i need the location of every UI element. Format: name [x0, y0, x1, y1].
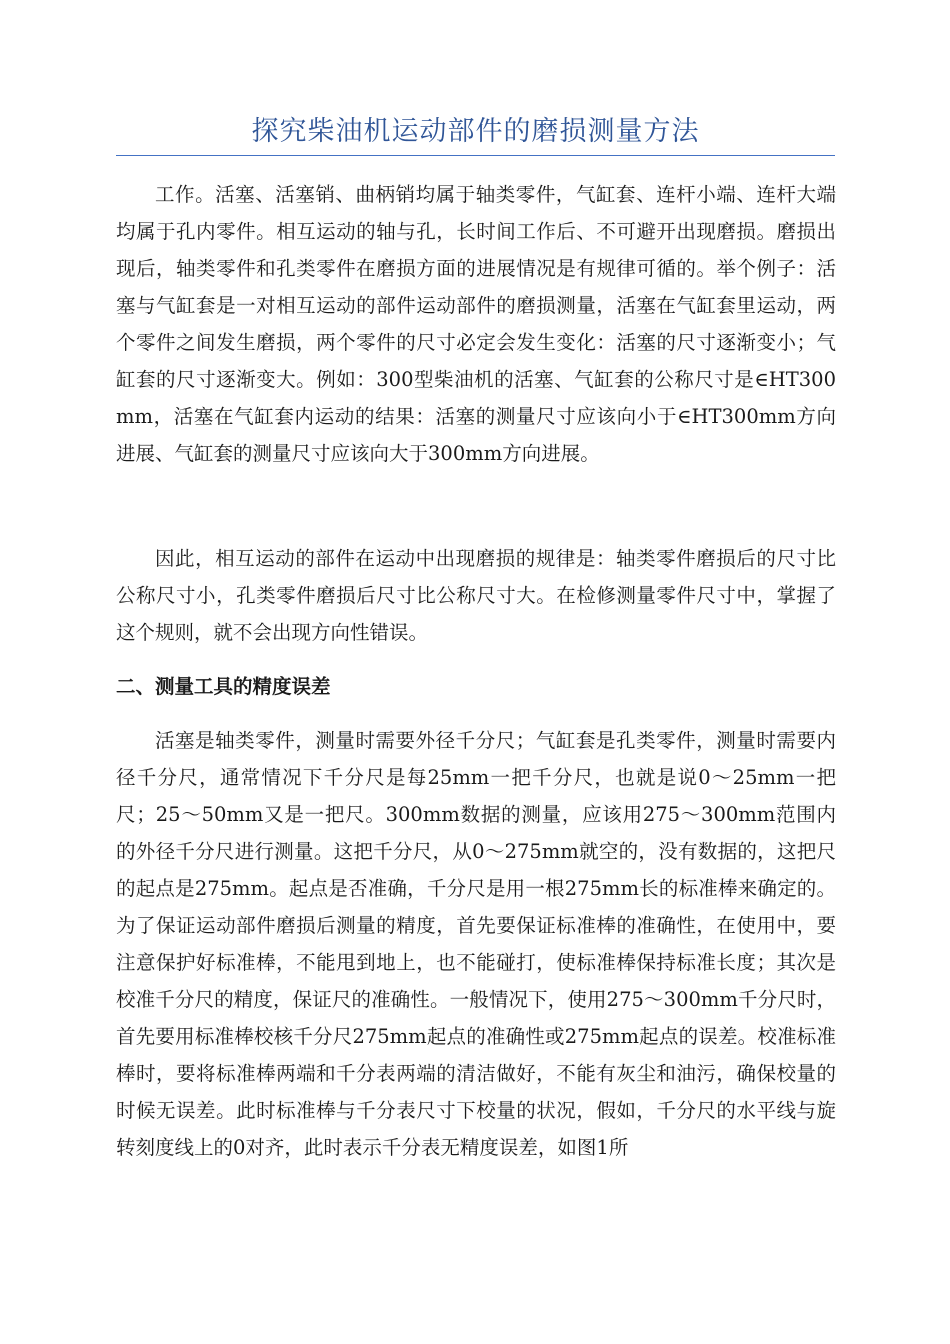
- body-paragraph-1: 工作。活塞、活塞销、曲柄销均属于轴类零件，气缸套、连杆小端、连杆大端均属于孔内零件。相互运动的轴与孔，长时间工作后、不可避开出现磨损。磨损出现后，轴类零件和孔类零件在磨损方面的进展情况是有规律可循的。举个例子：活塞与气缸套是一对相互运动的部件运动部件的磨损测量，活塞在气缸套里运动，两个零件之间发生磨损，两个零件的尺寸必定会发生变化：活塞的尺寸逐渐变小；气缸套的尺寸逐渐变大。例如：300型柴油机的活塞、气缸套的公称尺寸是∈HT300mm，活塞在气缸套内运动的结果：活塞的测量尺寸应该向小于∈HT300mm方向进展、气缸套的测量尺寸应该向大于300mm方向进展。: [116, 183, 836, 465]
- document-title: 探究柴油机运动部件的磨损测量方法: [251, 116, 700, 147]
- body-paragraph-2: 因此，相互运动的部件在运动中出现磨损的规律是：轴类零件磨损后的尺寸比公称尺寸小，孔类零件磨损后尺寸比公称尺寸大。在检修测量零件尺寸中，掌握了这个规则，就不会出现方向性错误。: [116, 547, 836, 644]
- section-heading: 二、测量工具的精度误差: [116, 675, 331, 698]
- title-underline: [116, 155, 835, 156]
- section-paragraph: 活塞是轴类零件，测量时需要外径千分尺；气缸套是孔类零件，测量时需要内径千分尺，通常情况下千分尺是每25mm一把千分尺，也就是说0～25mm一把尺；25～50mm又是一把尺。300mm数据的测量，应该用275～300mm范围内的外径千分尺进行测量。这把千分尺，从0～275mm就空的，没有数据的，这把尺的起点是275mm。起点是否准确，千分尺是用一根275mm长的标准棒来确定的。为了保证运动部件磨损后测量的精度，首先要保证标准棒的准确性，在使用中，要注意保护好标准棒，不能甩到地上，也不能碰打，使标准棒保持标准长度；其次是校准千分尺的精度，保证尺的准确性。一般情况下，使用275～300mm千分尺时，首先要用标准棒校核千分尺275mm起点的准确性或275mm起点的误差。校准标准棒时，要将标准棒两端和千分表两端的清洁做好，不能有灰尘和油污，确保校量的时候无误差。此时标准棒与千分表尺寸下校量的状况，假如，千分尺的水平线与旋转刻度线上的0对齐，此时表示千分表无精度误差，如图1所: [116, 729, 836, 1159]
